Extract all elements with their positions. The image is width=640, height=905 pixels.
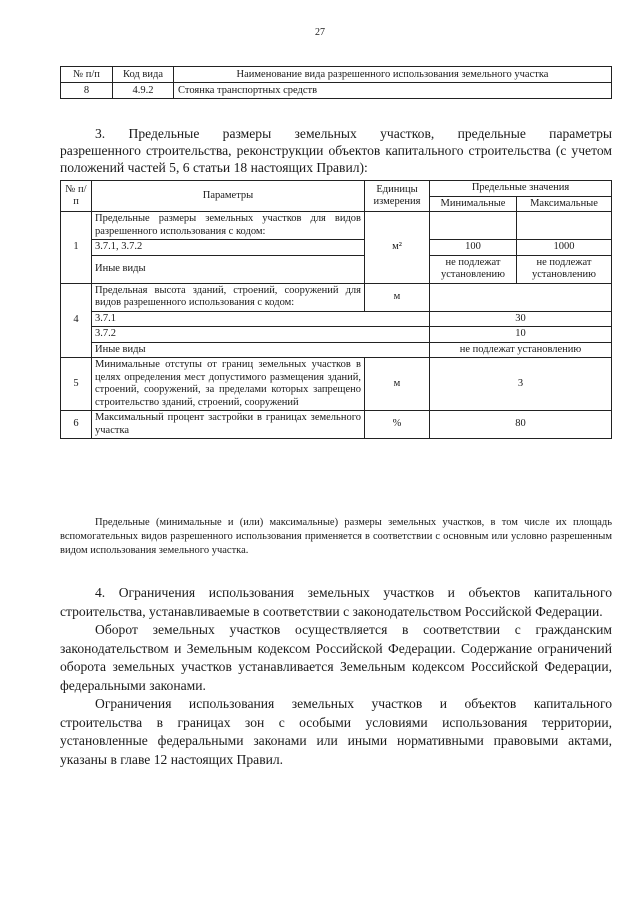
- header-code: Код вида: [113, 67, 174, 83]
- table-row: [61, 83, 612, 99]
- row-1-codes-min: 100: [430, 240, 517, 256]
- row-5-unit: м: [365, 358, 430, 411]
- header-min: Минимальные: [430, 196, 517, 212]
- row-4-value-1: 30: [430, 311, 612, 327]
- row-1-other-min: не подлежат установлению: [430, 255, 517, 283]
- row-4-other: Иные виды: [92, 342, 430, 358]
- table-row: [61, 411, 612, 439]
- empty-cell: [517, 212, 612, 240]
- row-6-text: Максимальный процент застройки в границах земельного участка: [92, 411, 365, 439]
- header-name: Наименование вида разрешенного использования земельного участка: [174, 67, 612, 83]
- table-row: [61, 255, 612, 283]
- row-4-unit: м: [365, 283, 430, 311]
- header-num: № п/п: [61, 181, 92, 212]
- row-6-unit: %: [365, 411, 430, 439]
- header-units: Единицы измерения: [365, 181, 430, 212]
- table-row: [61, 240, 612, 256]
- section-4-paragraph-2: Оборот земельных участков осуществляется в соответствии с гражданским законодательством и Земельным кодексом Российской Федерации. Содержание ограничений оборота земельных участков устанавливается Земельным кодексом Российской Федерации, федеральными законами.: [60, 622, 612, 693]
- row-5-num: 5: [61, 358, 92, 411]
- table-header-row: [61, 67, 612, 83]
- row-6-num: 6: [61, 411, 92, 439]
- row-1-num: 1: [61, 212, 92, 284]
- parameters-table: [60, 180, 612, 439]
- section-4: [60, 584, 612, 769]
- header-number: № п/п: [61, 67, 113, 83]
- row-4-num: 4: [61, 283, 92, 358]
- row-1-other-max: не подлежат установлению: [517, 255, 612, 283]
- row-5-value: 3: [430, 358, 612, 411]
- row-5-text: Минимальные отступы от границ земельных участков в целях определения мест допустимого размещения зданий, строений, сооружений, за пределами которых запрещено строительство зданий, строений, сооружений: [92, 358, 365, 411]
- table-row: [61, 283, 612, 311]
- row-number: 8: [61, 83, 113, 99]
- table-row: [61, 212, 612, 240]
- empty-cell: [430, 283, 612, 311]
- row-1-other: Иные виды: [92, 255, 365, 283]
- header-limits: Предельные значения: [430, 181, 612, 197]
- row-name: Стоянка транспортных средств: [174, 83, 612, 99]
- row-1-codes-max: 1000: [517, 240, 612, 256]
- row-1-codes: 3.7.1, 3.7.2: [92, 240, 365, 256]
- header-row-1: [61, 181, 612, 197]
- row-code: 4.9.2: [113, 83, 174, 99]
- row-1-unit: м²: [365, 212, 430, 284]
- row-4-code-1: 3.7.1: [92, 311, 430, 327]
- section-4-paragraph-1: 4. Ограничения использования земельных участков и объектов капитального строительства, устанавливаемые в соответствии с законодательством Российской Федерации.: [60, 585, 612, 619]
- row-6-value: 80: [430, 411, 612, 439]
- row-4-intro: Предельная высота зданий, строений, сооружений для видов разрешенного использования с кодом:: [92, 283, 365, 311]
- row-4-other-value: не подлежат установлению: [430, 342, 612, 358]
- table-footnote: [60, 516, 612, 558]
- land-use-type-table: [60, 66, 612, 99]
- section-3-title-rest: разрешенного строительства, реконструкции объектов капитального строительства (с учетом положений частей 5, 6 статьи 18 настоящих Правил):: [60, 143, 612, 175]
- header-params: Параметры: [92, 181, 365, 212]
- header-max: Максимальные: [517, 196, 612, 212]
- section-4-paragraph-3: Ограничения использования земельных участков и объектов капитального строительства в границах зон с особыми условиями использования территории, установленные федеральными законами или иными нормативными правовыми актами, указаны в главе 12 настоящих Правил.: [60, 696, 612, 767]
- page-number: 27: [315, 27, 325, 38]
- table-row: [61, 358, 612, 411]
- row-4-value-2: 10: [430, 327, 612, 343]
- footnote-text: Предельные (минимальные и (или) максимальные) размеры земельных участков, в том числе их площадь вспомогательных видов разрешенного использования применяется в соответствии с основным или условно разрешенным видом использования земельного участка.: [60, 517, 612, 556]
- table-row: [61, 342, 612, 358]
- empty-cell: [430, 212, 517, 240]
- table-row: [61, 311, 612, 327]
- section-3-title: [60, 125, 612, 176]
- row-1-intro: Предельные размеры земельных участков для видов разрешенного использования с кодом:: [92, 212, 365, 240]
- table-row: [61, 327, 612, 343]
- row-4-code-2: 3.7.2: [92, 327, 430, 343]
- section-3-title-line1: 3. Предельные размеры земельных участков, предельные параметры: [95, 126, 612, 141]
